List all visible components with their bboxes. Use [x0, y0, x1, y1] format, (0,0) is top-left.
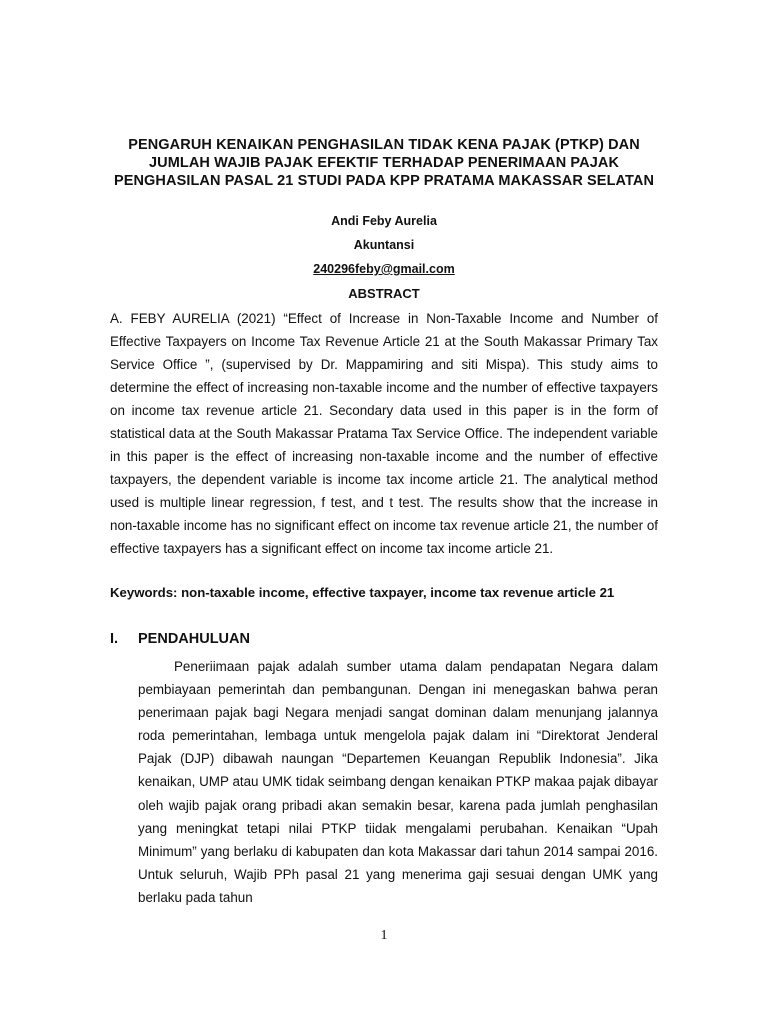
section-body	[138, 655, 658, 909]
department: Akuntansi	[353, 238, 415, 252]
body-paragraph: Peneriimaan pajak adalah sumber utama dalam pendapatan Negara dalam pembiayaan pemerintah dan pembangunan. Dengan ini menegaskan bahwa peran penerimaan pajak bagi Negara menjadi sangat dominan dalam menunjang jalannya roda pemerintahan, lembaga untuk mengelola pajak dalam ini “Direktorat Jenderal Pajak (DJP) dibawah naungan “Departemen Keuangan Republik Indonesia”. Jika kenaikan, UMP atau UMK tidak seimbang dengan kenaikan PTKP makaa pajak dibayar oleh wajib pajak orang pribadi akan semakin besar, karena pada jumlah penghasilan yang meningkat tetapi nilai PTKP tiidak mengalami perubahan. Kenaikan “Upah Minimum” yang berlaku di kabupaten dan kota Makassar dari tahun 2014 sampai 2016. Untuk seluruh, Wajib PPh pasal 21 yang menerima gaji sesuai dengan UMK yang berlaku pada tahun	[138, 659, 658, 905]
paper-title: PENGARUH KENAIKAN PENGHASILAN TIDAK KENA PAJAK (PTKP) DAN JUMLAH WAJIB PAJAK EFEKTIF TERHADAP PENERIMAAN PAJAK PENGHASILAN PASAL 21 STUDI PADA KPP PRATAMA MAKASSAR SELATAN	[113, 137, 655, 189]
section-heading	[110, 630, 250, 648]
author-email-link[interactable]: 240296feby@gmail.com	[313, 262, 455, 276]
section-number: I.	[110, 631, 119, 647]
keywords: Keywords: non-taxable income, effective taxpayer, income tax revenue article 21	[110, 585, 615, 600]
section-title: PENDAHULUAN	[138, 631, 250, 647]
abstract-heading: ABSTRACT	[348, 286, 420, 301]
author-name: Andi Feby Aurelia	[331, 214, 437, 228]
page-number: 1	[380, 928, 388, 943]
abstract-text: A. FEBY AURELIA (2021) “Effect of Increase in Non-Taxable Income and Number of Effective Taxpayers on Income Tax Revenue Article 21 at the South Makassar Primary Tax Service Office ”, (supervised by Dr. Mappamiring and siti Mispa). This study aims to determine the effect of increasing non-taxable income and the number of effective taxpayers on income tax revenue article 21. Secondary data used in this paper is in the form of statistical data at the South Makassar Pratama Tax Service Office. The independent variable in this paper is the effect of increasing non-taxable income and the number of effective taxpayers, the dependent variable is income tax income article 21. The analytical method used is multiple linear regression, f test, and t test. The results show that the increase in non-taxable income has no significant effect on income tax revenue article 21, the number of effective taxpayers has a significant effect on income tax income article 21.	[110, 311, 658, 556]
